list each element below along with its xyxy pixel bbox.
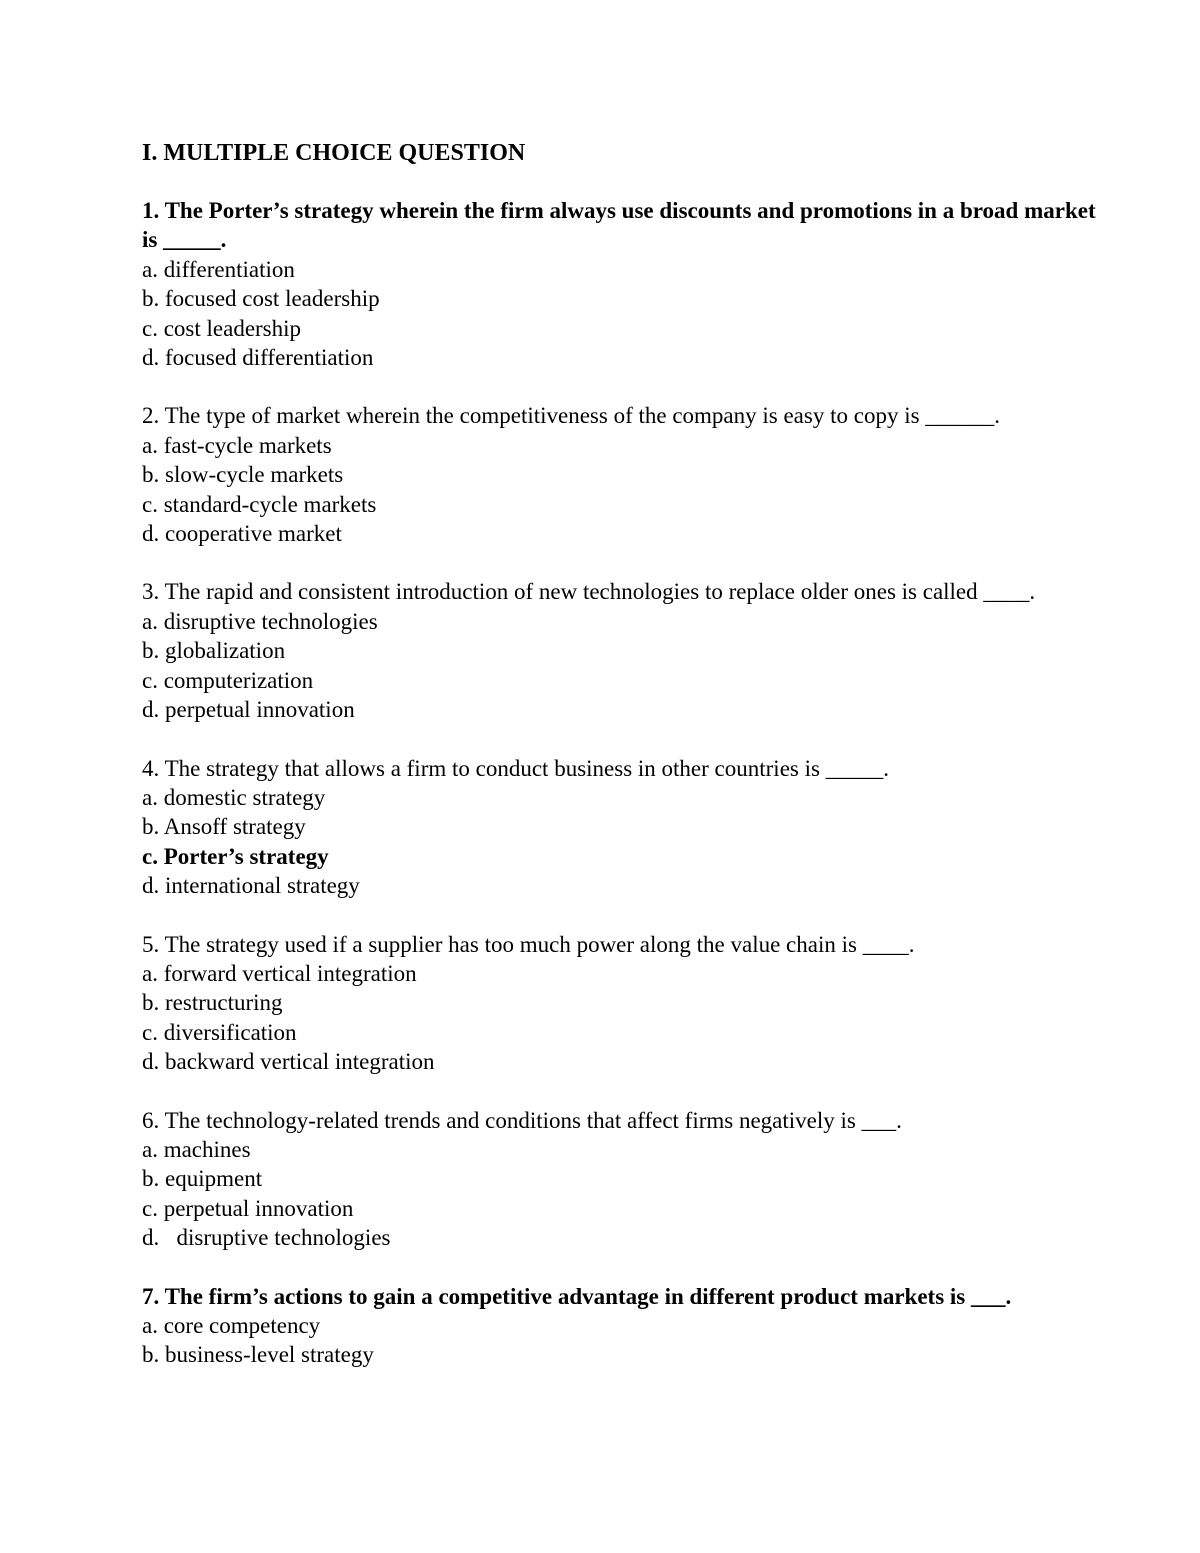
option-d: d. disruptive technologies — [142, 1225, 391, 1251]
option-a: a. forward vertical integration — [142, 960, 417, 986]
option-c: c. Porter’s strategy — [142, 843, 329, 869]
option-a: a. core competency — [142, 1313, 321, 1338]
option-b: b. slow-cycle markets — [142, 462, 344, 488]
question-stem: 2. The type of market wherein the competitiveness of the company is easy to copy is ______. — [142, 403, 1001, 429]
option-b: b. focused cost leadership — [142, 286, 380, 312]
question-stem: 7. The firm’s actions to gain a competitive advantage in different product markets is ___. — [142, 1283, 1012, 1309]
option-c: c. standard-cycle markets — [142, 491, 377, 517]
option-d: d. perpetual innovation — [142, 697, 355, 723]
option-b: b. business-level strategy — [142, 1342, 374, 1368]
option-d: d. focused differentiation — [142, 345, 374, 371]
question-stem: 4. The strategy that allows a firm to conduct business in other countries is _____. — [142, 755, 889, 781]
option-d: d. backward vertical integration — [142, 1049, 435, 1075]
option-d: d. international strategy — [142, 873, 360, 899]
question-5 — [142, 930, 1102, 1077]
option-a: a. differentiation — [142, 256, 295, 282]
option-b: b. globalization — [142, 638, 286, 664]
option-d: d. cooperative market — [142, 521, 342, 547]
question-3 — [142, 577, 1102, 724]
option-c: c. cost leadership — [142, 315, 302, 341]
option-a: a. disruptive technologies — [142, 608, 378, 634]
question-stem: 6. The technology-related trends and conditions that affect firms negatively is ___. — [142, 1107, 902, 1133]
option-c: c. computerization — [142, 667, 314, 693]
option-b: b. restructuring — [142, 990, 283, 1016]
question-7 — [142, 1282, 1102, 1370]
option-c: c. perpetual innovation — [142, 1195, 354, 1221]
question-stem: 1. The Porter’s strategy wherein the firm always use discounts and promotions in a broad market is _____. — [142, 198, 1096, 253]
section-title: I. MULTIPLE CHOICE QUESTION — [142, 140, 526, 166]
option-a: a. domestic strategy — [142, 784, 326, 810]
question-6 — [142, 1106, 1102, 1253]
question-4 — [142, 754, 1102, 901]
option-b: b. equipment — [142, 1166, 263, 1192]
question-stem: 5. The strategy used if a supplier has too much power along the value chain is ____. — [142, 931, 915, 957]
option-b: b. Ansoff strategy — [142, 814, 306, 840]
option-c: c. diversification — [142, 1019, 297, 1045]
option-a: a. machines — [142, 1136, 251, 1162]
question-2 — [142, 401, 1102, 548]
question-1 — [142, 196, 1102, 372]
document-page — [142, 138, 1102, 1399]
option-a: a. fast-cycle markets — [142, 432, 332, 458]
question-stem: 3. The rapid and consistent introduction of new technologies to replace older ones is called ____. — [142, 579, 1036, 605]
